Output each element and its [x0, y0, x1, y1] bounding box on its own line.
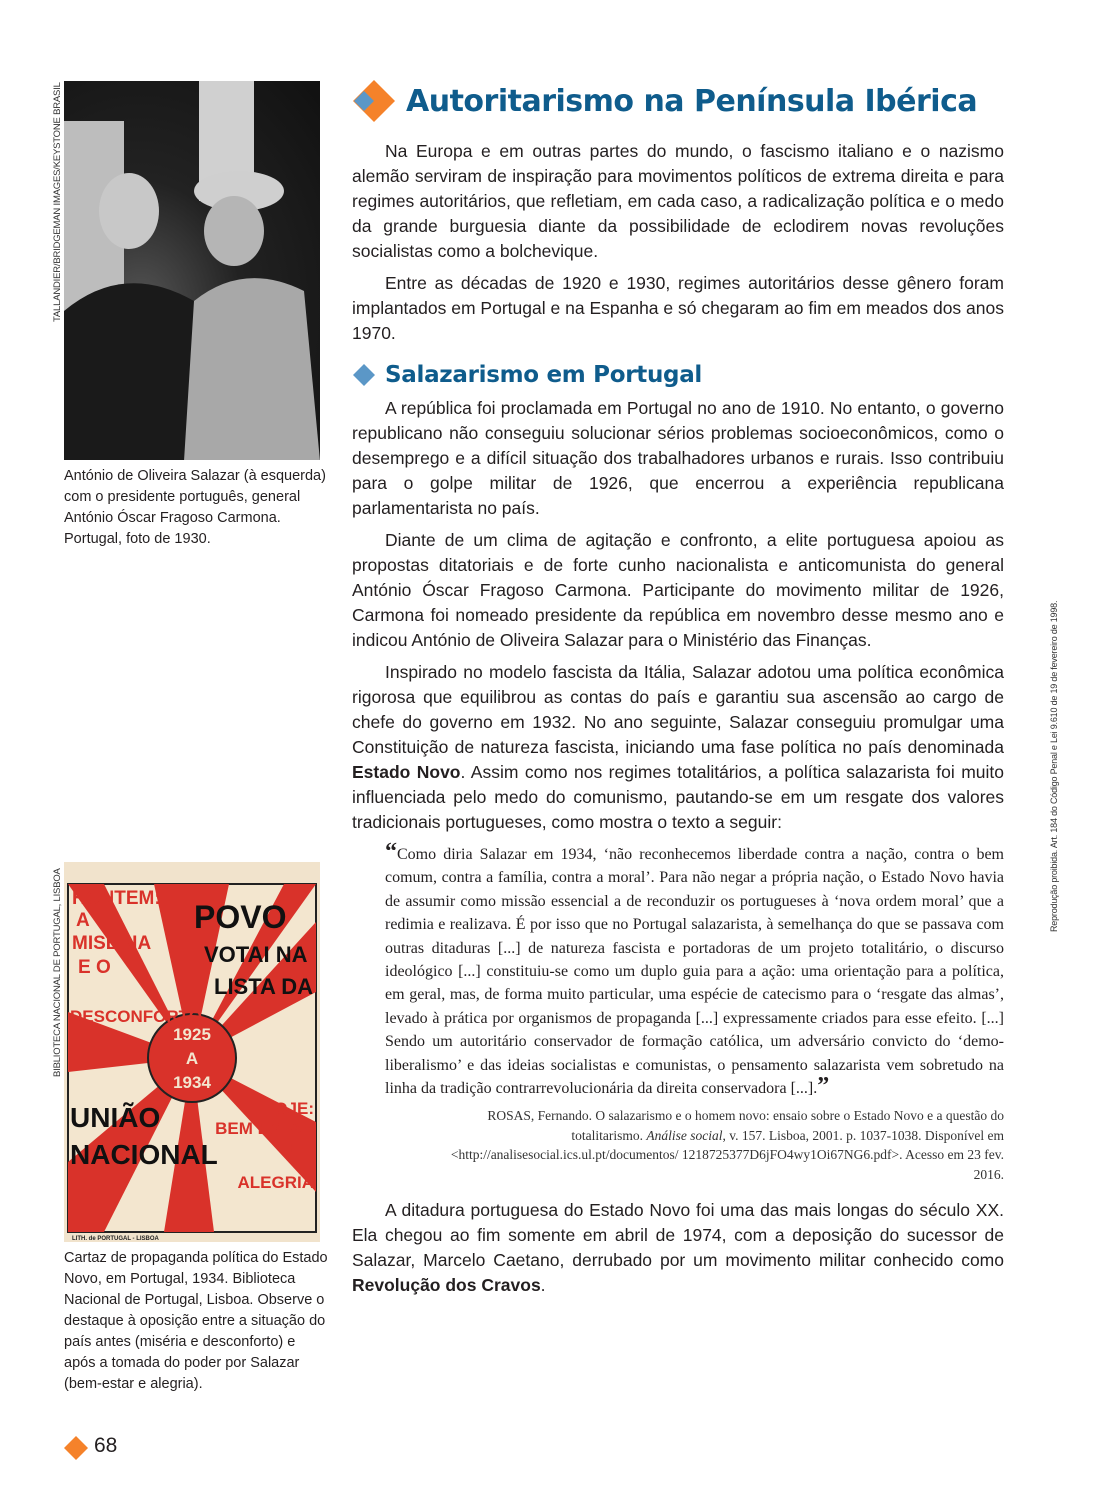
poster-caption: Cartaz de propaganda política do Estado Novo, em Portugal, 1934. Biblioteca Nacional de Portugal, Lisboa. Observe o destaque à oposição entre a situação do país antes (miséria e desconforto) e após a tomada do poder por Salazar (bem-estar e alegria).: [64, 1250, 328, 1392]
poster-text: 1925: [173, 1025, 211, 1044]
blockquote: [385, 839, 1004, 1100]
section-title: Salazarismo em Portugal: [385, 362, 702, 388]
diamond-icon: [352, 363, 376, 387]
poster-text: HONTEM:: [72, 888, 161, 909]
open-quote-mark: “: [385, 839, 397, 865]
copyright-notice: Reprodução proibida. Art. 184 do Código Penal e Lei 9.610 de 19 de fevereiro de 1998.: [1049, 600, 1059, 932]
poster-text: LISTA DA: [214, 974, 313, 999]
paragraph: A república foi proclamada em Portugal no ano de 1910. No entanto, o governo republicano não conseguiu solucionar sérios problemas socioeconômicos, como o desemprego e a difícil situação dos trabalhadores urbanos e rurais. Isso contribuiu para o golpe militar de 1926, que encerrou a experiência republicana parlamentarista no país.: [352, 398, 1004, 518]
text: A ditadura portuguesa do Estado Novo foi uma das mais longas do século XX. Ela chegou ao fim somente em abril de 1974, com a deposição do sucessor de Salazar, Marcelo Caetano, derrubado por um movimento militar conhecido como: [352, 1200, 1004, 1271]
paragraph: Na Europa e em outras partes do mundo, o fascismo italiano e o nazismo alemão serviram de inspiração para movimentos políticos de extrema direita e para regimes autoritários, que refletiam, em cada caso, a radicalização política e o medo da grande burguesia diante da possibilidade de eclodirem novas revoluções socialistas como a bolchevique.: [352, 141, 1004, 261]
section-text: [352, 396, 1004, 835]
term-revolucao-cravos: Revolução dos Cravos: [352, 1275, 541, 1296]
poster-text: VOTAI NA: [204, 942, 308, 967]
poster-text: UNIÃO: [70, 1102, 161, 1133]
paragraph: [352, 1198, 1004, 1298]
main-column: [352, 79, 1004, 1305]
text: . Assim como nos regimes totalitários, a política salazarista foi muito influenciada pelo medo do comunismo, pautando-se em um resgate dos valores tradicionais portugueses, como mostra o texto a seguir:: [352, 762, 1004, 832]
poster-printer: LITH. de PORTUGAL - LISBOA: [72, 1236, 159, 1242]
text: Inspirado no modelo fascista da Itália, Salazar adotou uma política econômica rigorosa que equilibrou as contas do país e garantiu sua ascensão ao cargo de chefe do governo em 1932. No ano seguinte, Salazar conseguiu promulgar uma Constituição de natureza fascista, iniciando uma fase política no país denominada: [352, 662, 1004, 757]
text: .: [540, 1275, 546, 1296]
photo-salazar-carmona: [64, 81, 320, 460]
closing-text: [352, 1198, 1004, 1298]
poster-credit: BIBLIOTECA NACIONAL DE PORTUGAL, LISBOA: [52, 868, 63, 1077]
poster-text: MISERIA: [72, 933, 152, 954]
poster-text: HOJE:: [262, 1099, 314, 1118]
poster-text: DESCONFORTO: [70, 1007, 202, 1026]
citation: [430, 1106, 1004, 1184]
text: ROSAS, Fernando. O salazarismo e o homem novo: ensaio sobre o Estado Novo e a questão do totalitarismo.: [487, 1108, 1004, 1143]
paragraph: Diante de um clima de agitação e confronto, a elite portuguesa apoiou as propostas ditatoriais e de forte cunho nacionalista e anticomunista do general António Óscar Fragoso Carmona. Participante do movimento militar de 1926, Carmona foi nomeado presidente da república em novembro desse mesmo ano e indicou António de Oliveira Salazar para o Ministério das Finanças.: [352, 530, 1004, 650]
poster-text: E O: [78, 957, 111, 978]
poster-text: BEM ESTAR: [215, 1119, 314, 1138]
propaganda-poster: [64, 862, 320, 1242]
poster-text: E: [287, 1139, 299, 1158]
paragraph: Entre as décadas de 1920 e 1930, regimes autoritários desse gênero foram implantados em Portugal e na Espanha e só chegaram ao fim em meados dos anos 1970.: [352, 273, 1004, 343]
diamond-icon: [352, 79, 396, 123]
page-number: 68: [94, 1434, 118, 1457]
text: , v. 157. Lisboa, 2001. p. 1037-1038. Disponível em <http://analisesocial.ics.ul.pt/documentos/ 1218725377D6jFO4wy1Oi67NG6.pdf>. Acesso em 23 fev. 2016.: [450, 1127, 1004, 1182]
poster-text: A: [76, 910, 90, 931]
page-title: Autoritarismo na Península Ibérica: [406, 83, 978, 119]
photo-credit: TALLANDIER/BRIDGEMAN IMAGES/KEYSTONE BRASIL: [52, 82, 63, 322]
poster-text: A: [185, 1049, 199, 1068]
poster-text: NACIONAL: [70, 1139, 218, 1170]
title-row: [352, 79, 1004, 123]
poster-text: ALEGRIA: [237, 1173, 314, 1192]
close-quote-mark: ”: [817, 1073, 830, 1100]
quote-text: Como diria Salazar em 1934, ‘não reconhecemos liberdade contra a nação, contra o bem comum, contra a família, contra a moral’. Para não negar a própria nação, o Estado Novo havia de assumir como missão essencial a de reconduzir os portugueses à ‘nova ordem moral’ que a redimia e realizava. É por isso que no Portugal salazarista, à semelhança do que se passava com outras ditaduras [...] de natureza fascista e portadoras de um projeto totalitário, o discurso ideológico [...] constituiu-se como um duplo guia para a ação: uma orientação para a política, em geral, mas, de forma muito particular, uma espécie de catecismo para o ‘resgate das almas’, levado à prática por organismos de propaganda [...] expressamente criados para esse efeito. [...] Sendo um autoritário conservador de formação católica, um adversário convicto do ‘demo-liberalismo’ e das ideias socialistas e comunistas, o pensamento salazarista vem sobretudo na linha da tradição contrarrevolucionária da direita conservadora [...].: [385, 846, 1004, 1098]
term-estado-novo: Estado Novo: [352, 762, 461, 782]
poster-text: POVO: [194, 899, 287, 935]
page-diamond-icon: [63, 1435, 89, 1461]
poster-text: 1934: [173, 1073, 211, 1092]
section-heading-row: [352, 362, 1004, 388]
intro-text: [352, 139, 1004, 346]
journal-title: Análise social: [646, 1127, 723, 1143]
photo-caption: António de Oliveira Salazar (à esquerda) com o presidente português, general António Óscar Fragoso Carmona. Portugal, foto de 1930.: [64, 468, 326, 547]
paragraph: [352, 660, 1004, 835]
